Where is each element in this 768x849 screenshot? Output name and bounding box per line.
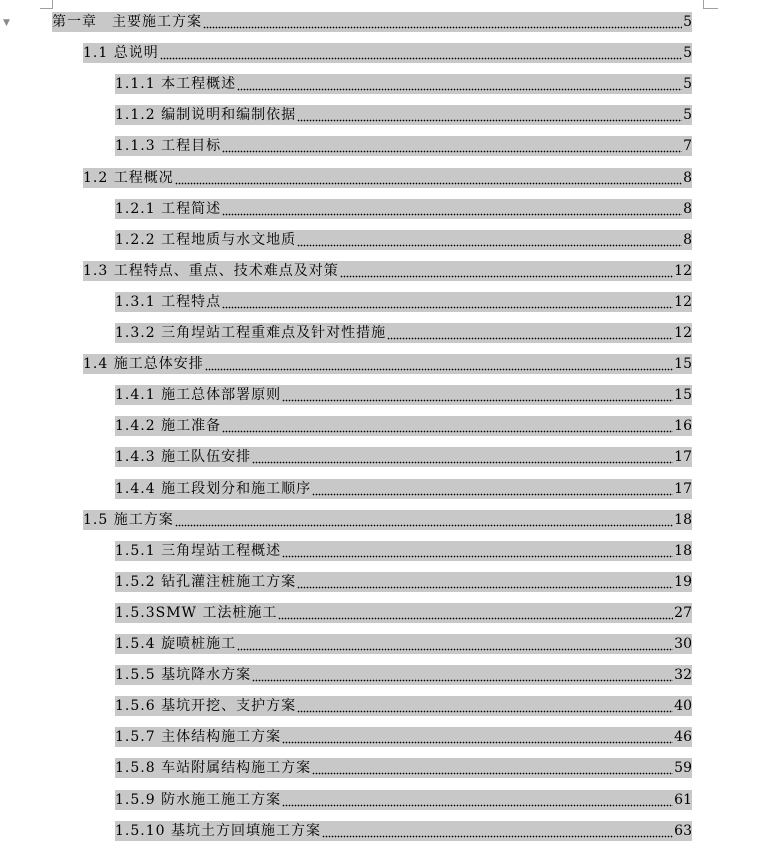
toc-dot-leader [387,323,673,343]
toc-entry[interactable] [115,199,692,219]
toc-entry-page-number: 59 [674,760,692,777]
toc-entry[interactable] [115,665,692,685]
toc-entry[interactable] [115,572,692,592]
toc-entry-page-number: 8 [683,231,692,248]
toc-dot-leader [278,603,673,623]
toc-entry-title: 1.2.2 工程地质与水文地质 [115,231,297,248]
toc-entry[interactable] [115,821,692,841]
toc-dot-leader [203,12,682,32]
toc-entry[interactable] [52,12,692,32]
toc-entry[interactable] [115,447,692,467]
toc-dot-leader [205,354,673,374]
toc-entry-page-number: 61 [674,791,692,808]
toc-entry[interactable] [115,541,692,561]
toc-dot-leader [312,758,673,778]
toc-entry-title: 1.3.2 三角埕站工程重难点及针对性措施 [115,325,387,341]
toc-dot-leader [282,790,673,810]
toc-entry[interactable] [115,323,692,343]
toc-entry-page-number: 18 [674,511,692,528]
toc-dot-leader [237,74,682,94]
toc-dot-leader [222,292,673,312]
toc-entry[interactable] [83,261,692,281]
toc-entry[interactable] [115,105,692,125]
toc-dot-leader [252,665,673,685]
toc-entry-title: 1.1.2 编制说明和编制依据 [115,107,297,124]
toc-entry-page-number: 12 [674,293,692,310]
toc-dot-leader [297,230,682,250]
toc-entry-page-number: 8 [683,169,692,186]
page-corner-mark-right [703,0,718,9]
toc-entry-page-number: 5 [683,14,692,30]
toc-entry-title: 1.3 工程特点、重点、技术难点及对策 [83,262,339,279]
toc-dot-leader [222,136,682,156]
toc-entry-title: 1.2.1 工程简述 [115,200,222,217]
toc-entry-page-number: 27 [674,604,692,621]
toc-dot-leader [297,572,673,592]
toc-entry-title: 1.5.3SMW 工法桩施工 [115,604,278,621]
toc-entry-title: 1.5.7 主体结构施工方案 [115,729,282,746]
toc-entry-title: 1.1.3 工程目标 [115,138,222,155]
toc-dot-leader [282,727,673,747]
toc-dot-leader [222,199,682,219]
toc-entry[interactable] [83,168,692,188]
toc-entry[interactable] [115,479,692,499]
toc-entry-title: 1.5.9 防水施工施工方案 [115,791,282,808]
toc-dot-leader [282,385,673,405]
toc-entry-page-number: 32 [674,667,692,684]
toc-entry-title: 1.5.4 旋喷桩施工 [115,636,237,652]
toc-entry-page-number: 17 [674,449,692,466]
toc-dot-leader [297,105,682,125]
toc-entry-title: 1.5.6 基坑开挖、支护方案 [115,698,297,715]
page-corner-mark-left [40,0,53,9]
toc-entry-page-number: 8 [683,200,692,217]
toc-entry[interactable] [115,74,692,94]
toc-entry-page-number: 15 [674,387,692,404]
toc-dot-leader [340,261,673,281]
toc-entry-title: 1.4.4 施工段划分和施工顺序 [115,480,312,497]
toc-entry-page-number: 12 [674,325,692,341]
toc-entry-title: 1.3.1 工程特点 [115,293,222,310]
toc-entry-title: 第一章 主要施工方案 [52,14,202,30]
toc-entry-page-number: 16 [674,418,692,435]
toc-entry-title: 1.4.2 施工准备 [115,418,222,435]
toc-dot-leader [282,541,673,561]
toc-entry[interactable] [115,634,692,654]
toc-entry[interactable] [83,43,692,63]
toc-dot-leader [237,634,673,654]
toc-entry-page-number: 7 [683,138,692,155]
toc-entry-page-number: 17 [674,480,692,497]
toc-entry-title: 1.1.1 本工程概述 [115,76,237,93]
toc-entry-page-number: 15 [674,356,692,373]
toc-entry-page-number: 63 [674,822,692,839]
toc-entry-title: 1.5.1 三角埕站工程概述 [115,542,282,559]
toc-entry-title: 1.4 施工总体安排 [83,356,204,373]
toc-dot-leader [312,479,673,499]
toc-entry[interactable] [115,603,692,623]
toc-dot-leader [252,447,673,467]
toc-entry[interactable] [115,758,692,778]
toc-entry-title: 1.4.1 施工总体部署原则 [115,387,282,404]
toc-entry[interactable] [115,136,692,156]
toc-entry[interactable] [115,416,692,436]
toc-entry-title: 1.1 总说明 [83,45,159,62]
toc-entry-page-number: 19 [674,573,692,590]
toc-entry-title: 1.5.5 基坑降水方案 [115,667,252,684]
toc-dot-leader [322,821,673,841]
toc-entry[interactable] [83,354,692,374]
toc-entry-page-number: 46 [674,729,692,746]
collapse-arrow-icon[interactable]: ▼ [3,18,10,28]
toc-entry-page-number: 5 [683,107,692,124]
toc-entry[interactable] [83,510,692,530]
toc-entry-page-number: 5 [683,45,692,62]
toc-entry-page-number: 30 [674,636,692,652]
toc-entry[interactable] [115,230,692,250]
toc-entry[interactable] [115,727,692,747]
toc-entry-page-number: 5 [683,76,692,93]
toc-dot-leader [222,416,673,436]
toc-entry-title: 1.4.3 施工队伍安排 [115,449,252,466]
toc-dot-leader [160,43,682,63]
toc-entry-title: 1.5.2 钻孔灌注桩施工方案 [115,573,297,590]
toc-entry[interactable] [115,385,692,405]
toc-entry-title: 1.5.10 基坑土方回填施工方案 [115,822,321,839]
toc-entry-title: 1.5 施工方案 [83,511,174,528]
toc-entry-title: 1.5.8 车站附属结构施工方案 [115,760,312,777]
toc-entry[interactable] [115,292,692,312]
toc-dot-leader [175,510,673,530]
toc-dot-leader [297,696,673,716]
toc-dot-leader [175,168,682,188]
toc-entry-page-number: 12 [674,262,692,279]
toc-entry[interactable] [115,790,692,810]
toc-entry[interactable] [115,696,692,716]
toc-entry-page-number: 40 [674,698,692,715]
toc-entry-title: 1.2 工程概况 [83,169,174,186]
toc-entry-page-number: 18 [674,542,692,559]
